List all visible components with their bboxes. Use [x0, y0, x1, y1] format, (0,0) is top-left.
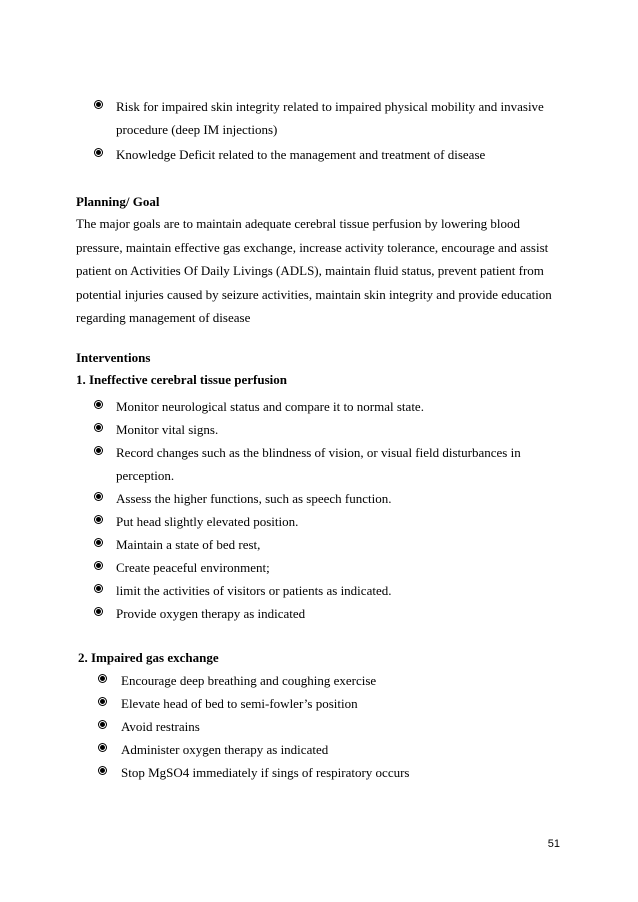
list-item-text: Avoid restrains — [121, 719, 200, 734]
paragraph-line: patient on Activities Of Daily Livings (ADLS), maintain fluid status, prevent patient from — [76, 263, 544, 278]
paragraph-line: potential injuries caused by seizure activities, maintain skin integrity and provide education — [76, 286, 552, 302]
bullet-icon — [96, 540, 101, 545]
list-item-text: Maintain a state of bed rest, — [116, 537, 261, 552]
list-item — [0, 556, 638, 579]
list-item — [0, 487, 638, 510]
list-item — [0, 692, 638, 715]
list-item-text: Knowledge Deficit related to the management and treatment of disease — [116, 147, 486, 162]
bullet-icon — [100, 745, 105, 750]
cerebral-perfusion-list — [0, 395, 638, 625]
section-title-cerebral-perfusion: 1. Ineffective cerebral tissue perfusion — [76, 372, 287, 387]
bullet-icon — [100, 699, 105, 704]
bullet-icon — [96, 150, 101, 155]
list-item — [0, 715, 638, 738]
bullet-icon — [100, 768, 105, 773]
bullet-icon — [96, 517, 101, 522]
list-item-text: Put head slightly elevated position. — [116, 514, 299, 529]
bullet-icon — [96, 402, 101, 407]
list-item-text: Elevate head of bed to semi-fowler’s position — [121, 696, 358, 711]
list-item-text: limit the activities of visitors or patients as indicated. — [116, 583, 392, 598]
list-item — [0, 510, 638, 533]
bullet-icon — [96, 609, 101, 614]
bullet-icon — [96, 563, 101, 568]
paragraph-line: pressure, maintain effective gas exchange, increase activity tolerance, encourage and assist — [76, 239, 549, 255]
list-item-text: perception. — [116, 468, 175, 483]
list-item-text: Record changes such as the blindness of vision, or visual field disturbances in — [116, 445, 521, 460]
list-item-text: Stop MgSO4 immediately if sings of respiratory occurs — [121, 765, 410, 780]
bullet-icon — [96, 102, 101, 107]
planning-paragraph — [76, 212, 556, 330]
list-item — [0, 143, 638, 166]
list-item-text: Encourage deep breathing and coughing exercise — [121, 673, 377, 688]
list-item — [0, 738, 638, 761]
diagnosis-list — [0, 95, 638, 166]
list-item-text: Risk for impaired skin integrity related to impaired physical mobility and invasive — [116, 99, 544, 114]
list-item-text: Monitor neurological status and compare it to normal state. — [116, 399, 424, 414]
list-item-text: procedure (deep IM injections) — [116, 122, 278, 137]
list-item-text: Administer oxygen therapy as indicated — [121, 742, 329, 757]
list-item — [0, 95, 638, 141]
bullet-icon — [100, 676, 105, 681]
interventions-heading: Interventions — [76, 350, 151, 365]
list-item — [0, 395, 638, 418]
list-item-text: Assess the higher functions, such as speech function. — [116, 491, 392, 506]
section-title-gas-exchange: 2. Impaired gas exchange — [78, 650, 219, 665]
list-item-text: Monitor vital signs. — [116, 422, 219, 437]
list-item — [0, 579, 638, 602]
list-item — [0, 602, 638, 625]
list-item-text: Create peaceful environment; — [116, 560, 270, 575]
bullet-icon — [96, 586, 101, 591]
bullet-icon — [100, 722, 105, 727]
list-item — [0, 441, 638, 487]
paragraph-line: regarding management of disease — [76, 310, 251, 325]
bullet-icon — [96, 425, 101, 430]
list-item — [0, 533, 638, 556]
bullet-icon — [96, 494, 101, 499]
planning-heading: Planning/ Goal — [76, 194, 160, 209]
list-item-text: Provide oxygen therapy as indicated — [116, 606, 306, 621]
list-item — [0, 418, 638, 441]
gas-exchange-list — [0, 669, 638, 784]
paragraph-line: The major goals are to maintain adequate cerebral tissue perfusion by lowering blood — [76, 216, 521, 231]
bullet-icon — [96, 448, 101, 453]
page-number: 51 — [547, 838, 560, 850]
list-item — [0, 669, 638, 692]
list-item — [0, 761, 638, 784]
